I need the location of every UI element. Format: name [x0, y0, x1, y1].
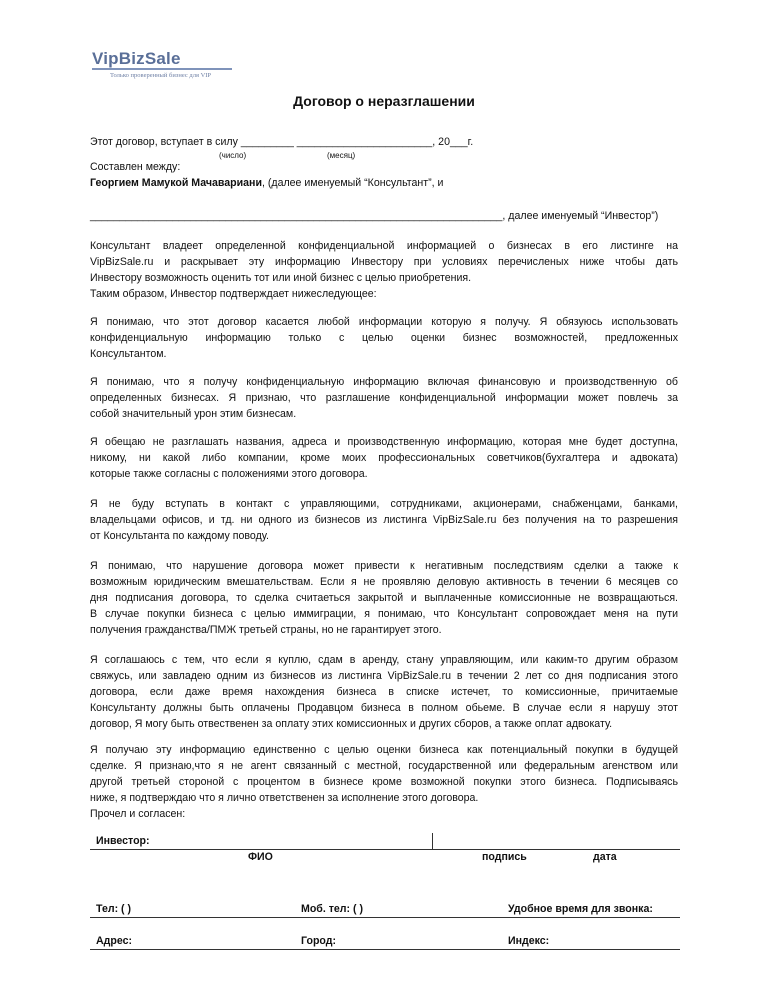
investor-label: Инвестор:	[96, 835, 150, 847]
paragraph-line: которые также согласны с положениями этого договора.	[90, 468, 368, 480]
paragraph-3	[90, 374, 678, 422]
paragraph-line: возможным юридическим вмешательствам. Если я не проявляю деловую активность в течении 6 месяцев со	[90, 576, 678, 588]
paragraph-line: VipBizSale.ru и раскрывает эту информацию Инвестору при условиях перечисленых ниже чтобы дать	[90, 256, 678, 268]
investor-line: ______________________________________________________________________, далее именуемый “Инвестор”)	[90, 210, 659, 222]
phone-label: Тел: ( )	[96, 903, 132, 915]
composed-between: Составлен между:	[90, 161, 181, 173]
paragraph-line: конфиденциальную информацию только с целью оценки бизнес возможностей, предложенных	[90, 332, 678, 344]
signature-line[interactable]	[90, 849, 680, 850]
paragraph-line: Консультантом.	[90, 348, 167, 360]
month-caption: (месяц)	[327, 151, 356, 160]
paragraph-line: В случае покупки бизнеса с целью иммиграции, я понимаю, что Консультант сопровождает меня на пути	[90, 608, 678, 620]
consultant-name: Георгием Мамукой Мачавариани	[90, 177, 262, 189]
signature-label: подпись	[482, 851, 527, 863]
paragraph-line: Я понимаю, что я получу конфиденциальную информацию включая финансовую и производственную об	[90, 376, 678, 388]
paragraph-line: ниже, я подтверждаю что я лично ответственен за исполнение этого договора.	[90, 792, 479, 804]
document-title: Договор о неразглашении	[293, 93, 475, 109]
call-time-label: Удобное время для звонка:	[508, 903, 653, 915]
paragraph-5	[90, 496, 678, 544]
paragraph-4	[90, 434, 678, 482]
paragraph-line: Инвестору возможность оценить тот или иной бизнес с целью приобретения.	[90, 272, 472, 284]
investor-form	[90, 833, 680, 983]
paragraph-line: Я не буду вступать в контакт с управляющими, сотрудниками, акционерами, снабженцами, банками,	[90, 498, 678, 510]
date-label: дата	[593, 851, 617, 863]
paragraph-line: Таким образом, Инвестор подтверждает нижеследующее:	[90, 288, 377, 300]
address-row-line[interactable]	[90, 949, 680, 950]
paragraph-line: от Консультанта по каждому поводу.	[90, 530, 269, 542]
city-label: Город:	[301, 935, 337, 947]
mobile-phone-label: Моб. тел: ( )	[301, 903, 364, 915]
paragraph-line: свяжусь, или завладею одним из бизнесов из листинга VipBizSale.ru в течении 2 лет со дня подписания этого	[90, 670, 678, 682]
form-divider	[432, 833, 433, 849]
paragraph-line: договор, Я могу быть отвественен за оплату этих комиссионных и других сборов, а также оплат адвокату.	[90, 718, 613, 730]
paragraph-line: Я понимаю, что этот договор касается любой информации которую я получу. Я обязуюсь использовать	[90, 316, 678, 328]
paragraph-line: Я обещаю не разглашать названия, адреса и производственную информацию, которая мне будет доступна,	[90, 436, 678, 448]
day-caption: (число)	[219, 151, 247, 160]
zip-label: Индекс:	[508, 935, 550, 947]
address-label: Адрес:	[96, 935, 133, 947]
paragraph-line: Я соглашаюсь с тем, что если я куплю, сдам в аренду, стану управляющим, или каким-то другим образом	[90, 654, 678, 666]
paragraph-line: определенных бизнесах. Я признаю, что разглашение конфиденциальной информации может повлечь за	[90, 392, 678, 404]
paragraph-line: собой значительный урон этим бизнесам.	[90, 408, 297, 420]
logo-rule	[92, 68, 232, 70]
paragraph-line: никому, ни какой либо компании, кроме моих профессиональных советчиков(бухгалтера и адвоката)	[90, 452, 678, 464]
paragraph-line: другой третьей стороной с процентом в бизнесе кроме возможной покупки этого бизнеса. Подписываясь	[90, 776, 678, 788]
logo-name: VipBizSale	[92, 49, 181, 68]
paragraph-line: владельцами офисов, и тд. ни одного из бизнесов из листинга VipBizSale.ru без получения на то разрешения	[90, 514, 678, 526]
paragraph-2	[90, 314, 678, 362]
logo-tagline: Только проверенный бизнес для VIP	[110, 72, 212, 79]
paragraph-line: Консультанту должны быть оплачены Продавцом бизнеса в полном обьеме. В случае если я нарушу этот	[90, 702, 678, 714]
paragraph-line: Я понимаю, что нарушение договора может привести к негативным последствиям сделки а также к	[90, 560, 678, 572]
paragraph-line: Консультант владеет определенной конфиденциальной информацией о бизнесах в его листинге на	[90, 240, 678, 252]
paragraph-line: договора, если даже время нахождения бизнеса в списке истечет, то комиссионные, причитаемые	[90, 686, 678, 698]
paragraph-7	[90, 652, 678, 732]
effective-date-line: Этот договор, вступает в силу _________ _______________________, 20___г.	[90, 136, 474, 148]
consultant-rest: , (далее именуемый “Консультант”, и	[261, 177, 444, 189]
paragraph-line: дня подписания договора, то сделка считаеться закрытой и выплаченные комиссионные не возвращаються.	[90, 592, 678, 604]
paragraph-6	[90, 558, 678, 638]
paragraph-8	[90, 742, 678, 822]
fio-label: ФИО	[248, 851, 273, 863]
paragraph-line: сделке. Я признаю,что я не агент связанный с местной, государственной или федеральным агенством или	[90, 760, 678, 772]
paragraph-line: Прочел и согласен:	[90, 808, 186, 820]
paragraph-1	[90, 238, 678, 302]
phone-row-line[interactable]	[90, 917, 680, 918]
consultant-line	[90, 177, 443, 189]
paragraph-line: Я получаю эту информацию единственно с целью оценки бизнеса как потенциальный покупки в будущей	[90, 744, 678, 756]
paragraph-line: получения гражданства/ПМЖ третьей страны, но не гарантирует этого.	[90, 624, 442, 636]
